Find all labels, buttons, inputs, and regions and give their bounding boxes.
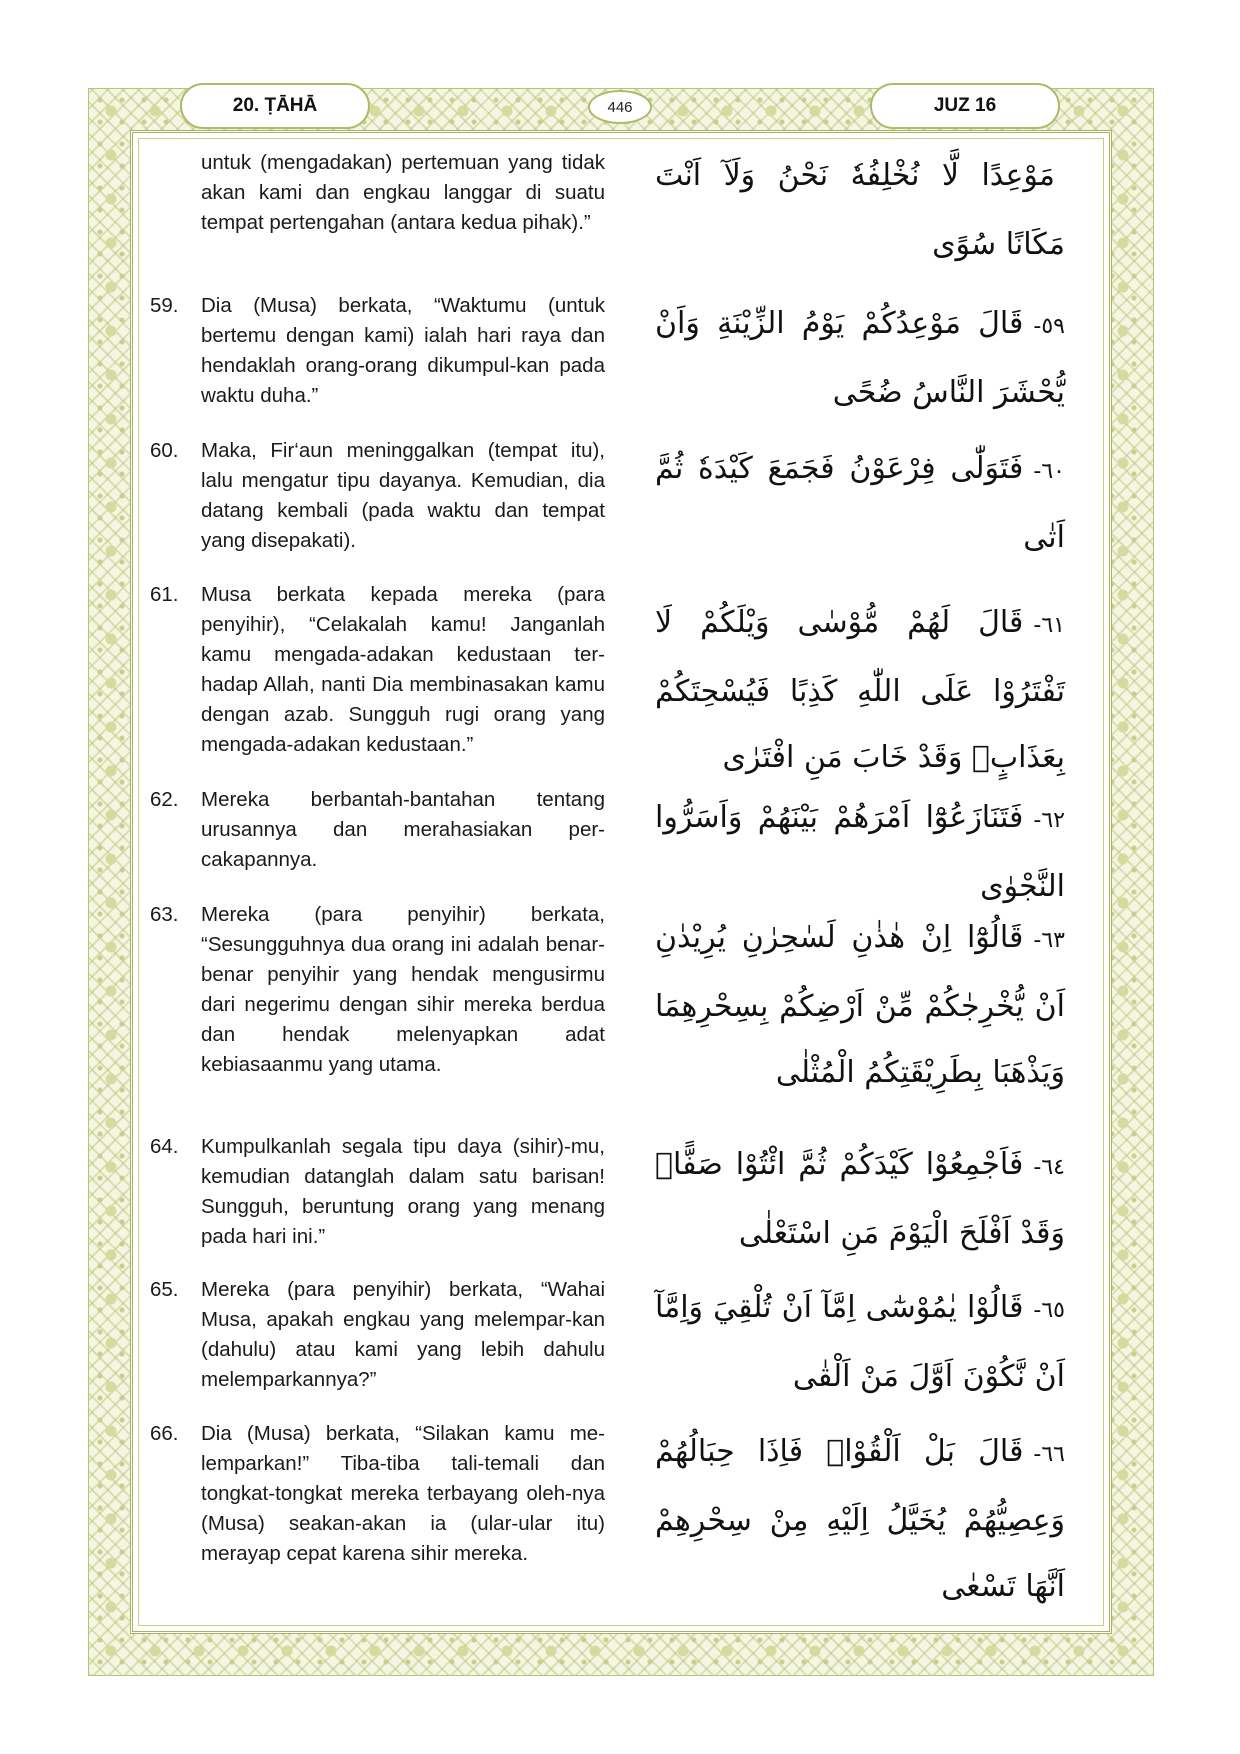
arabic-verse-number: ٦٢- [1033,808,1065,833]
juz-label: JUZ 16 [870,83,1060,129]
arabic-verse: قَالَ مَوْعِدُكُمْ يَوْمُ الزِّيْنَةِ وَاَنْ يُّحْشَرَ النَّاسُ ضُحًى [655,306,1065,410]
arabic-verse-number: ٥٩- [1033,314,1065,339]
translation-text: Maka, Fir‘aun meninggalkan (tempat itu), lalu mengatur tipu dayanya. Kemudian, dia datang kembali (pada waktu dan tempat yang disepakati). [201,439,605,552]
arabic-text [655,143,1065,278]
arabic-verse: فَاَجْمِعُوْا كَيْدَكُمْ ثُمَّ ائْتُوْا صَفًّاۚ وَقَدْ اَفْلَحَ الْيَوْمَ مَنِ اسْتَعْلٰى [655,1147,1065,1251]
translation-text: Mereka (para penyihir) berkata, “Sesungguhnya dua orang ini adalah benar-benar penyihir yang hendak mengusirmu dari negerimu dengan sihir mereka berdua dan hendak melenyapkan adat kebiasaanmu yang utama. [201,903,605,1076]
arabic-text [655,1132,1065,1267]
arabic-text [655,1275,1065,1410]
verse-translation [150,1275,605,1395]
translation-text: Dia (Musa) berkata, “Silakan kamu me-lemparkan!” Tiba-tiba tali-temali dan tongkat-tongkat mereka terbayang oleh-nya (Musa) seakan-akan ia (ular-ular itu) merayap cepat karena sihir mereka. [201,1422,605,1565]
arabic-verse: مَوْعِدًا لَّا نُخْلِفُهٗ نَحْنُ وَلَآ اَنْتَ مَكَانًا سُوًى [655,158,1065,262]
translation-text: untuk (mengadakan) pertemuan yang tidak akan kami dan engkau langgar di suatu tempat pertengahan (antara kedua pihak).” [201,151,605,234]
verse-number: 65. [150,1278,179,1301]
translation-text: Musa berkata kepada mereka (para penyihir), “Celakalah kamu! Janganlah kamu mengada-adakan kedustaan ter-hadap Allah, nanti Dia membinasakan kamu dengan azab. Sungguh rugi orang yang mengada-adakan kedustaan.” [201,583,605,756]
translation-text: Mereka (para penyihir) berkata, “Wahai Musa, apakah engkau yang melempar-kan (dahulu) atau kami yang lebih dahulu melemparkannya?” [201,1278,605,1391]
arabic-verse: قَالُوْٓا اِنْ هٰذٰنِ لَسٰحِرٰنِ يُرِيْدٰنِ اَنْ يُّخْرِجٰكُمْ مِّنْ اَرْضِكُمْ بِسِحْرِهِمَا وَيَذْهَبَا بِطَرِيْقَتِكُمُ الْمُثْلٰى [655,920,1065,1090]
verse-number: 66. [150,1422,179,1445]
arabic-verse: قَالَ لَهُمْ مُّوْسٰى وَيْلَكُمْ لَا تَفْتَرُوْا عَلَى اللّٰهِ كَذِبًا فَيُسْحِتَكُمْ بِعَذَابٍۚ وَقَدْ خَابَ مَنِ افْتَرٰى [655,605,1065,775]
arabic-verse-number: ٦٣- [1033,928,1065,953]
arabic-text [655,291,1065,426]
arabic-verse: قَالَ بَلْ اَلْقُوْاۚ فَاِذَا حِبَالُهُمْ وَعِصِيُّهُمْ يُخَيَّلُ اِلَيْهِ مِنْ سِحْرِهِمْ اَنَّهَا تَسْعٰى [655,1434,1065,1604]
arabic-text [655,785,1065,920]
arabic-verse: فَتَنَازَعُوْٓا اَمْرَهُمْ بَيْنَهُمْ وَاَسَرُّوا النَّجْوٰى [655,800,1065,904]
arabic-verse: قَالُوْا يٰمُوْسٰٓى اِمَّآ اَنْ تُلْقِيَ وَاِمَّآ اَنْ نَّكُوْنَ اَوَّلَ مَنْ اَلْقٰى [655,1290,1065,1394]
verse-number: 63. [150,903,179,926]
translation-text: Mereka berbantah-bantahan tentang urusannya dan merahasiakan per-cakapannya. [201,788,605,871]
arabic-verse-number: ٦٤- [1033,1155,1065,1180]
verse-number: 60. [150,439,179,462]
arabic-text [655,1419,1065,1620]
arabic-text [655,436,1065,571]
page-number: 446 [588,90,652,124]
arabic-verse-number: ٦٥- [1033,1298,1065,1323]
verse-translation [150,291,605,411]
surah-title: 20. ṬĀHĀ [180,83,370,129]
arabic-verse-number: ٦١- [1033,613,1065,638]
translation-text: Kumpulkanlah segala tipu daya (sihir)-mu, kemudian datanglah dalam satu barisan! Sungguh, beruntung orang yang menang pada hari ini.” [201,1135,605,1248]
verse-translation [150,436,605,556]
arabic-verse-number: ٦٦- [1033,1442,1065,1467]
translation-text: Dia (Musa) berkata, “Waktumu (untuk bertemu dengan kami) ialah hari raya dan hendaklah orang-orang dikumpul-kan pada waktu duha.” [201,294,605,407]
arabic-text [655,590,1065,791]
arabic-text [655,905,1065,1106]
verse-number: 64. [150,1135,179,1158]
arabic-verse: فَتَوَلّٰى فِرْعَوْنُ فَجَمَعَ كَيْدَهٗ ثُمَّ اَتٰى [655,451,1065,555]
verse-number: 61. [150,583,179,606]
arabic-verse-number: ٦٠- [1033,459,1065,484]
verse-translation [150,1132,605,1252]
verse-translation [150,148,605,238]
verse-translation [150,580,605,760]
verse-translation [150,900,605,1080]
verse-translation [150,785,605,875]
verse-number: 59. [150,294,179,317]
verse-number: 62. [150,788,179,811]
verse-translation [150,1419,605,1569]
